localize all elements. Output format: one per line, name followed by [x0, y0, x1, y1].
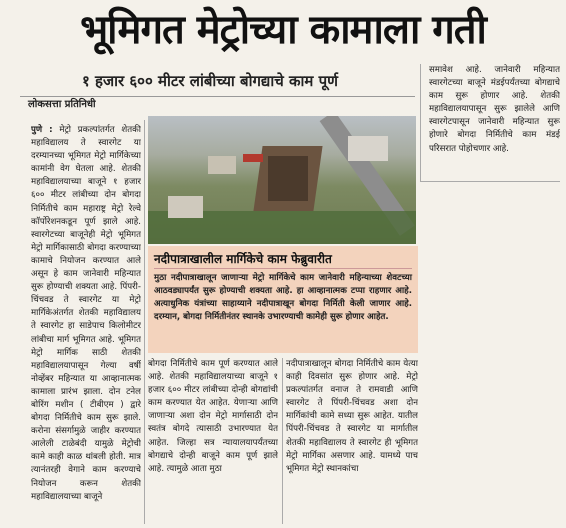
column-divider	[282, 358, 283, 524]
column-divider	[144, 120, 145, 524]
dateline: पुणे :	[31, 125, 53, 135]
article-column-left	[31, 124, 141, 524]
callout-title: नदीपात्राखालील मार्गिकेचे काम फेब्रुवारीत	[154, 250, 412, 269]
headline: भूमिगत मेट्रोच्या कामाला गती	[80, 7, 486, 53]
subheadline: १ हजार ६०० मीटर लांबीच्या बोगद्याचे काम पूर्ण	[82, 72, 338, 90]
article-column-right-bottom	[286, 358, 418, 524]
callout-text: मुठा नदीपात्राखालून जाणाऱ्या मेट्रो मार्गिकेचे काम जानेवारी महिन्याच्या शेवटच्या आठवड्यापर्यंत सुरू होण्याची शक्यता आहे. हा आव्हानात्मक टप्पा राहणार आहे. अत्याधुनिक यंत्रांच्या साहाय्याने नदीपात्राखून बोगदा निर्मिती केली जाणार आहे. दरम्यान, बोगदा निर्मितीनंतर स्थानके उभारण्याची कामेही सुरू होणार आहेत.	[154, 273, 412, 322]
article-text-left: मेट्रो प्रकल्पांतर्गत शेतकी महाविद्यालय ते स्वारगेट या दरम्यानच्या भूमिगत मेट्रो मार्गिकेच्या कामांनी वेग घेतला आहे. शेतकी महाविद्यालयाच्या बाजूने १ हजार ६०० मीटर लांबीच्या दोन बोगदा निर्मितीचे काम महाराष्ट्र मेट्रो रेल्वे कॉर्पोरेशनकडून पूर्ण झाले आहे. स्वारगेटच्या बाजूनेही मेट्रो भूमिगत मेट्रो मार्गिकासाठी बोगदा करण्याच्या कामाचे नियोजन करण्यात आले असून हे काम जानेवारी महिन्यात सुरू होण्याची शक्यता आहे. पिंपरी-चिंचवड ते स्वारगेट या मेट्रो मार्गिकेअंतर्गत शेतकी महाविद्यालय ते स्वारगेट हा साडेपाच किलोमीटर लांबीचा मार्ग भूमिगत आहे. भूमिगत मेट्रो मार्गिक साठी शेतकी महाविद्यालयापासून गेल्या वर्षी नोव्हेंबर महिन्यात या आव्हानात्मक कामाला प्रारंभ झाला. दोन टनेल बोरिंग मशीन ( टीबीएम ) द्वारे बोगदा निर्मितीचे काम सुरू झाले. करोना संसर्गामुळे जाहीर करण्यात आलेली टाळेबंदी यामुळे मेट्रोची कामे काही काळ थांबली होती. मात्र त्यानंतरही वेगाने काम करण्याचे नियोजन करून शेतकी महाविद्यालयाच्या बाजूने	[31, 125, 141, 502]
aerial-construction-photo	[148, 116, 416, 244]
article-text-mid: बोगदा निर्मितीचे काम पूर्ण करण्यात आले आहे. शेतकी महाविद्यालयाच्या बाजूने १ हजार ६०० मीटर लांबीच्या दोन्ही बोगद्यांची काम करण्यात येत आहेत. येणाऱ्या आणि जाणाऱ्या अशा दोन मेट्रो मार्गासाठी दोन स्वतंत्र बोगदे त्यासाठी उभारण्यात येत आहेत. जिल्हा सत्र न्यायालयापर्यंतच्या बोगद्याचे दोन्ही बाजूने काम पूर्ण झाले आहे. त्यामुळे आता मुठा	[148, 359, 278, 474]
article-column-mid	[148, 358, 278, 524]
byline: लोकसत्ता प्रतिनिधी	[28, 99, 96, 110]
photo-building	[208, 156, 236, 174]
photo-building	[348, 136, 388, 161]
article-text-right-bottom: नदीपात्राखालून बोगदा निर्मितीचे काम येत्या काही दिवसांत सुरू होणार आहे. मेट्रो प्रकल्पांतर्गत वनाज ते रामवाडी आणि स्वारगेट ते पिंपरी-चिंचवड अशा दोन मार्गिकांची कामे सध्या सुरू आहेत. यातील पिंपरी-चिंचवड ते स्वारगेट या मार्गातील शेतकी महाविद्यालय ते स्वारगेट ही भूमिगत मेट्रो मार्गिका असणार आहे. यामध्ये पाच भूमिगत मेट्रो स्थानकांचा	[286, 359, 418, 474]
article-text-right-top: समावेश आहे. जानेवारी महिन्यात स्वारगेटच्या बाजूने मंडईपर्यंतच्या बोगद्याचे काम सुरू होणार आहे. शेतकी महाविद्यालयापासून सुरू झालेले आणि स्वारगेटपासून जानेवारी महिन्यात सुरू होणारे बोगदा निर्मितीचे काम मंडई परिसरात पोहोचणार आहे.	[429, 65, 560, 154]
photo-red-roof	[243, 154, 263, 162]
photo-excavation-pit-inner	[268, 156, 308, 201]
callout-box	[148, 246, 418, 353]
divider	[20, 96, 415, 97]
photo-building	[168, 196, 203, 218]
article-column-right-top	[420, 64, 560, 182]
